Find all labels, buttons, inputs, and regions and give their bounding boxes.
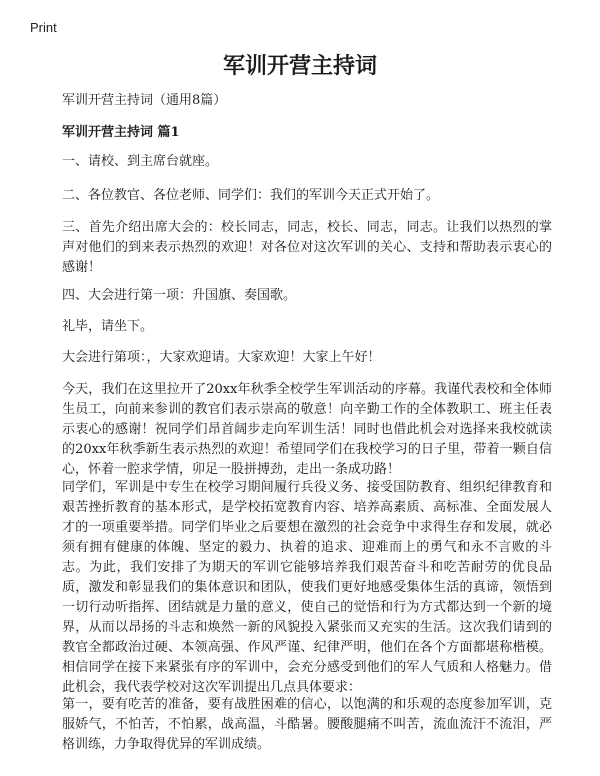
document-subtitle: 军训开营主持词（通用8篇） <box>62 93 227 108</box>
paragraph-9: 第一，要有吃苦的准备，要有战胜困难的信心，以饱满的和乐观的态度参加军训，克服娇气，不怕苦，不怕累，战高温，斗酷暑。腰酸腿痛不叫苦，流血流汗不流泪，严格训练，力争取得优异的军训成绩。 <box>62 697 552 752</box>
print-link[interactable]: Print <box>30 20 57 35</box>
paragraph-8: 同学们，军训是中专生在校学习期间履行兵役义务、接受国防教育、组织纪律教育和艰苦挫折教育的基本形式，是学校拓宽教育内容、培养高素质、高标准、全面发展人才的一项重要举措。同学们毕业之后要想在激烈的社会竞争中求得生存和发展，就必须有拥有健康的体魄、坚定的毅力、执着的追求、迎难而上的勇气和永不言败的斗志。为此，我们安排了为期天的军训它能够培养我们艰苦奋斗和吃苦耐劳的优良品质，激发和彰显我们的集体意识和团队，使我们更好地感受集体生活的真谛，领悟到一切行动听指挥、团结就是力量的意义，使自己的觉悟和行为方式都达到一个新的境界，从而以昂扬的斗志和焕然一新的风貌投入紧张而又充实的生活。这次我们请到的教官全都政治过硬、本领高强、作风严谨、纪律严明，他们在各个方面都堪称楷模。相信同学在接下来紧张有序的军训中，会充分感受到他们的军人气质和人格魅力。借此机会，我代表学校对这次军训提出几点具体要求： <box>62 480 552 695</box>
paragraph-1: 一、请校、到主席台就座。 <box>62 154 219 169</box>
paragraph-6: 大会进行第项：，大家欢迎请。大家欢迎！大家上午好！ <box>62 350 381 365</box>
paragraph-3: 三、首先介绍出席大会的：校长同志，同志，校长、同志，同志。让我们以热烈的掌声对他们的到来表示热烈的欢迎！对各位对这次军训的关心、支持和帮助表示衷心的感谢！ <box>62 220 552 275</box>
paragraph-5: 礼毕，请坐下。 <box>62 319 154 334</box>
section-heading: 军训开营主持词 篇1 <box>62 125 180 140</box>
paragraph-2: 二、各位教官、各位老师、同学们：我们的军训今天正式开始了。 <box>62 188 440 203</box>
document-title: 军训开营主持词 <box>222 53 377 79</box>
paragraph-7: 今天，我们在这里拉开了20xx年秋季全校学生军训活动的序幕。我谨代表校和全体师生员工，向前来参训的教官们表示崇高的敬意！向辛勤工作的全体教职工、班主任表示衷心的感谢！祝同学们昂首阔步走向军训生活！同时也借此机会对选择来我校就读的20xx年秋季新生表示热烈的欢迎！希望同学们在我校学习的日子里，带着一颗自信心，怀着一腔求学情，卯足一股拼搏劲，走出一条成功路！ <box>62 382 552 477</box>
paragraph-4: 四、大会进行第一项：升国旗、奏国歌。 <box>62 288 297 303</box>
